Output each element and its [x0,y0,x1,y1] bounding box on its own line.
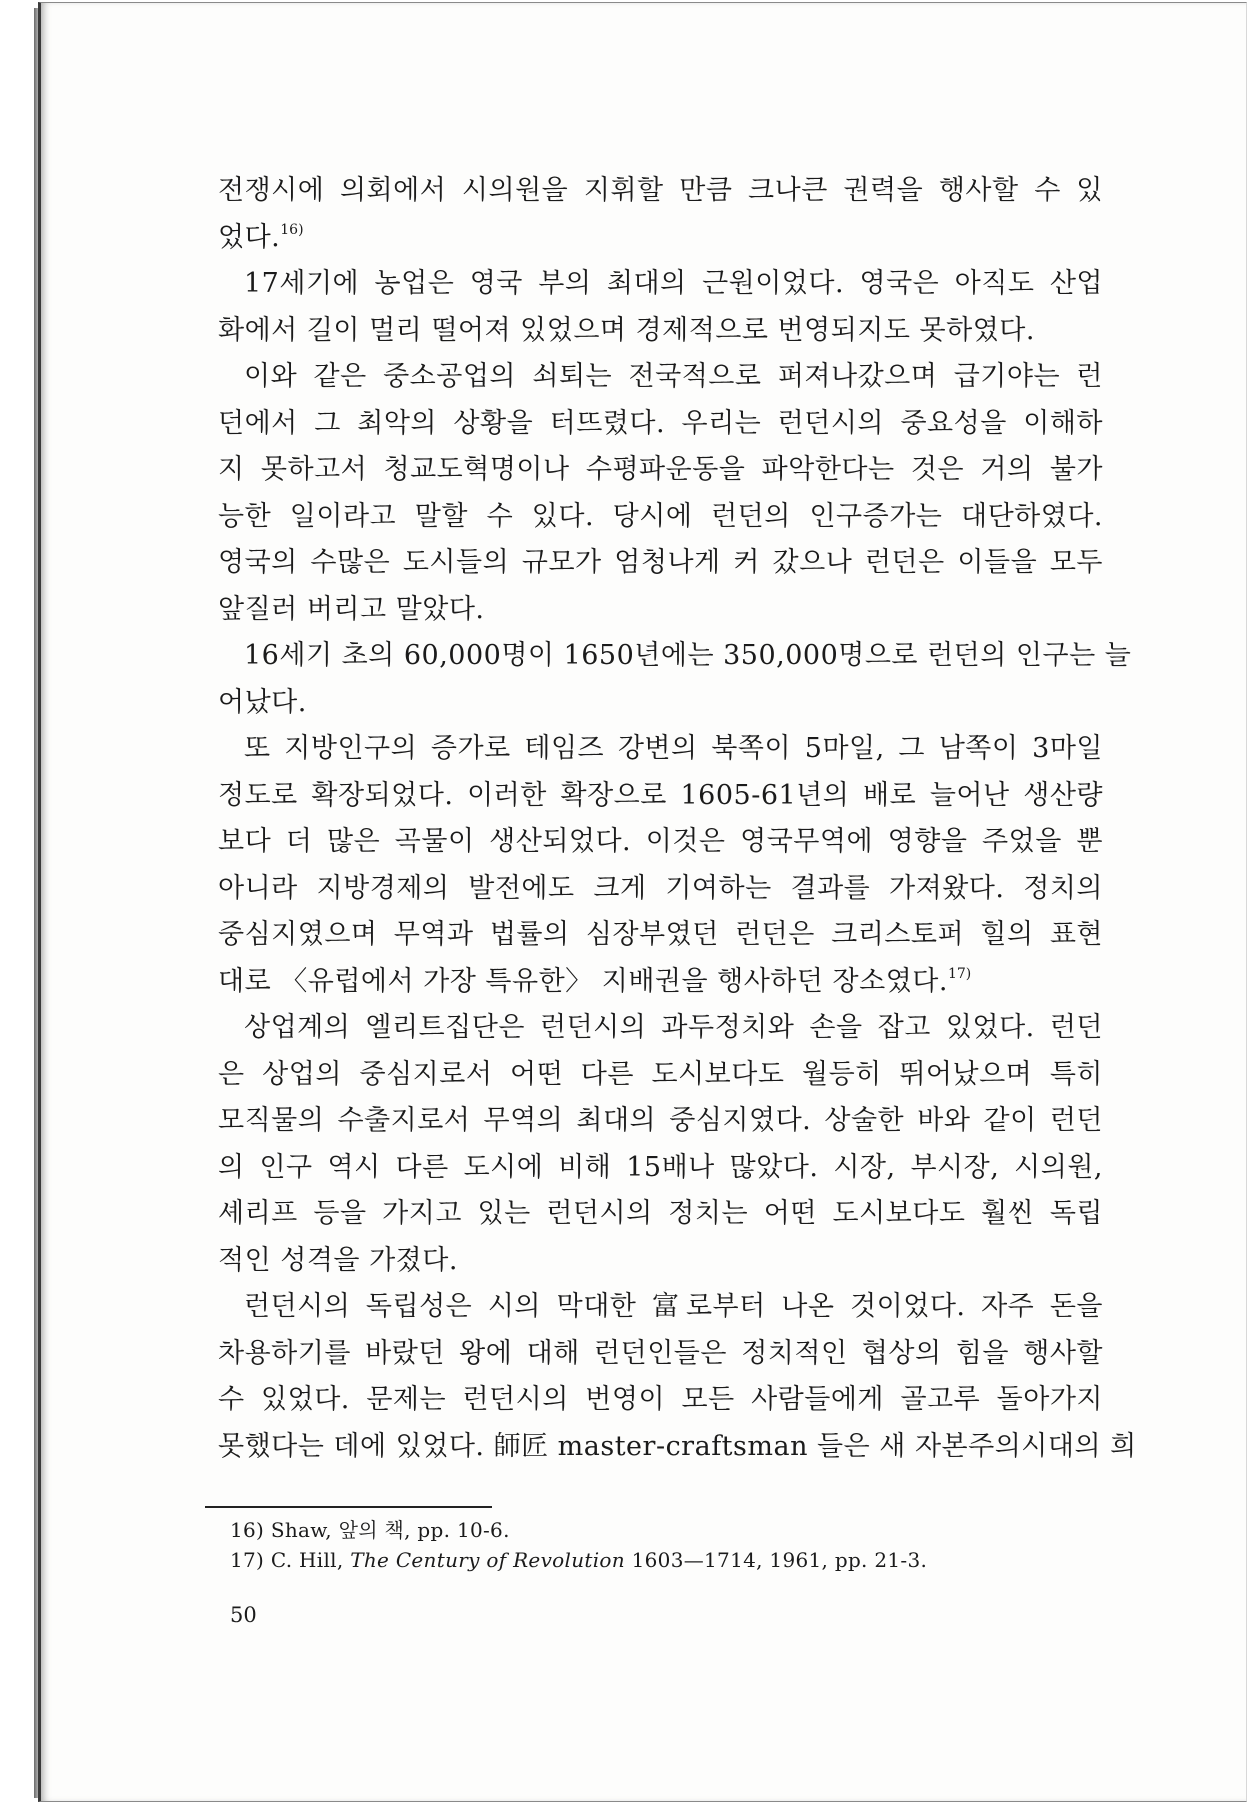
text-line [218,633,1132,680]
footnote-text-after: 1603—1714, 1961, pp. 21-3. [631,1548,928,1572]
text-line [218,959,1103,1006]
text-line [218,680,1103,727]
footnote-item [230,1545,1110,1575]
text-line [218,1098,1103,1145]
line-text: 지 못하고서 청교도혁명이나 수평파운동을 파악한다는 것은 거의 불가 [218,454,1103,485]
text-line [218,447,1103,494]
footnote-title: The Century of Revolution [350,1548,625,1572]
paragraph [218,726,1103,1005]
line-text: 능한 일이라고 말할 수 있다. 당시에 런던의 인구증가는 대단하였다. [218,500,1103,532]
footnote-number: 17) [230,1548,265,1572]
text-line [218,1377,1103,1424]
paragraph [218,354,1103,633]
line-text: 상업계의 엘리트집단은 런던시의 과두정치와 손을 잡고 있었다. 런던 [244,1012,1103,1043]
paragraph [218,168,1103,261]
line-text: 적인 성격을 가졌다. [218,1244,458,1276]
text-line [218,1052,1103,1099]
line-text: 17세기에 농업은 영국 부의 최대의 근원이었다. 영국은 아직도 산업 [244,268,1103,299]
text-line [218,587,1103,634]
text-line [218,912,1103,959]
line-text: 영국의 수많은 도시들의 규모가 엄청나게 커 갔으나 런던은 이들을 모두 [218,547,1103,578]
footnote-text: C. Hill, [270,1548,344,1572]
paragraph [218,1284,1137,1470]
text-line [218,773,1103,820]
line-text: 화에서 길이 멀리 떨어져 있었으며 경제적으로 번영되지도 못하였다. [218,314,1035,346]
line-text: 못했다는 데에 있었다. 師匠 master-craftsman 들은 새 자본주의시대의 희 [218,1430,1137,1462]
text-line [218,308,1103,355]
text-line [218,866,1103,913]
line-text: 전쟁시에 의회에서 시의원을 지휘할 만큼 크나큰 권력을 행사할 수 있 [218,175,1103,206]
text-line [218,168,1103,215]
line-text: 던에서 그 최악의 상황을 터뜨렸다. 우리는 런던시의 중요성을 이해하 [218,407,1103,439]
text-line [218,354,1103,401]
text-line [218,819,1103,866]
line-text: 었다. [218,221,281,253]
text-line [218,1331,1103,1378]
text-line [218,401,1103,448]
paragraph [218,633,1132,726]
page-number: 50 [230,1603,257,1627]
line-text: 차용하기를 바랐던 왕에 대해 런던인들은 정치적인 협상의 힘을 행사할 [218,1337,1103,1369]
line-text: 수 있었다. 문제는 런던시의 번영이 모든 사람들에게 골고루 돌아가지 [218,1384,1103,1415]
line-text: 어났다. [218,686,307,718]
text-line [218,261,1103,308]
line-text: 아니라 지방경제의 발전에도 크게 기여하는 결과를 가져왔다. 정치의 [218,872,1103,904]
text-line [218,540,1103,587]
page-body-text [218,168,1137,1470]
line-text: 의 인구 역시 다른 도시에 비해 15배나 많았다. 시장, 부시장, 시의원, [218,1151,1103,1183]
text-line [218,1238,1103,1285]
text-line [218,494,1103,541]
line-text: 앞질러 버리고 말았다. [218,593,485,625]
line-text: 16세기 초의 60,000명이 1650년에는 350,000명으로 런던의 인구는 늘 [244,640,1132,671]
footnote-item [230,1515,1110,1545]
line-text: 모직물의 수출지로서 무역의 최대의 중심지였다. 상술한 바와 같이 런던 [218,1105,1103,1136]
line-text: 정도로 확장되었다. 이러한 확장으로 1605-61년의 배로 늘어난 생산량 [218,779,1103,811]
footnote-text: Shaw, 앞의 책, pp. 10-6. [270,1518,510,1542]
line-text: 런던시의 독립성은 시의 막대한 富로부터 나온 것이었다. 자주 돈을 [244,1291,1103,1322]
paragraph [218,1005,1103,1284]
line-text: 대로 〈유럽에서 가장 특유한〉 지배권을 행사하던 장소였다. [218,965,948,997]
line-text: 중심지였으며 무역과 법률의 심장부였던 런던은 크리스토퍼 힐의 표현 [218,919,1103,950]
line-text: 셰리프 등을 가지고 있는 런던시의 정치는 어떤 도시보다도 훨씬 독립 [218,1198,1103,1229]
footnote-reference: 16) [280,221,304,238]
line-text: 이와 같은 중소공업의 쇠퇴는 전국적으로 퍼져나갔으며 급기야는 런 [244,361,1103,392]
text-line [218,1145,1103,1192]
line-text: 또 지방인구의 증가로 테임즈 강변의 북쪽이 5마일, 그 남쪽이 3마일 [244,733,1103,764]
paragraph [218,261,1103,354]
text-line [218,726,1103,773]
text-line [218,215,1103,262]
text-line [218,1191,1103,1238]
footnote-divider [205,1506,492,1508]
footnotes [230,1515,1110,1575]
text-line [218,1424,1137,1471]
line-text: 보다 더 많은 곡물이 생산되었다. 이것은 영국무역에 영향을 주었을 뿐 [218,826,1103,857]
footnote-reference: 17) [947,965,972,982]
text-line [218,1005,1103,1052]
text-line [218,1284,1103,1331]
line-text: 은 상업의 중심지로서 어떤 다른 도시보다도 월등히 뛰어났으며 특히 [218,1058,1103,1090]
footnote-number: 16) [230,1518,265,1542]
